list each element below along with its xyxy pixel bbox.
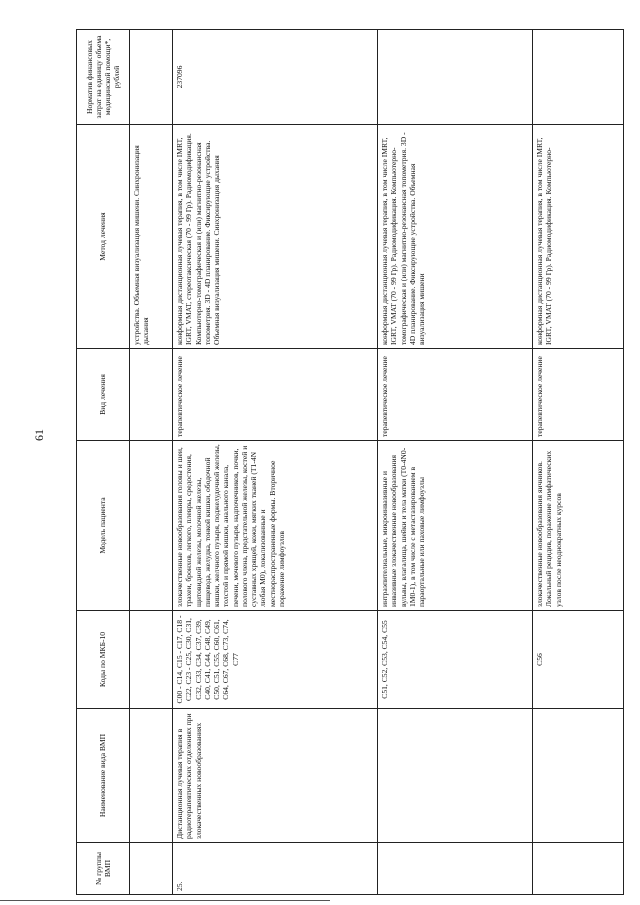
cell-group [130, 843, 173, 895]
table-row [378, 30, 533, 895]
cell-group [378, 843, 533, 895]
cell-method: конформная дистанционная лучевая терапия, в том числе IMRT, IGRT, VMAT, стереотаксическая (70 - 99 Гр). Радиомодификация. Компьютерно-томографическая и (или) магнитно-резонансная топометрия. 3D - 4D планирование. Фиксирующие устройства. Объемная визуализация мишени. Синхронизация дыхания [173, 125, 378, 349]
cell-codes: C56 [533, 611, 624, 709]
header-name: Наименование вида ВМП [77, 709, 130, 843]
cell-codes: C51, C52, C53, C54, C55 [378, 611, 533, 709]
cell-model: злокачественные новообразования головы и шеи, трахеи, бронхов, легкого, плевры, средостения, щитовидной железы, молочной железы, пищевода, желудка, тонкой кишки, ободочной кишки, желчного пузыря, поджелудочной железы, толстой и прямой кишки, анального канала, печени, мочевого пузыря, надпочечников, почки, полового члена, предстательной железы, костей и суставных хрящей, кожи, мягких тканей (T1-4N любая M0), локализованные и местнораспространенные формы. Вторичное поражение лимфоузлов [173, 441, 378, 611]
header-type: Вид лечения [77, 349, 130, 441]
cell-name [130, 709, 173, 843]
table-header-row [77, 30, 130, 895]
cell-norm [378, 30, 533, 125]
cell-name [378, 709, 533, 843]
cell-model: злокачественные новообразования яичников. Локальный рецидив, поражение лимфатических узлов после неоднократных курсов [533, 441, 624, 611]
cell-norm: 237096 [173, 30, 378, 125]
cell-method: конформная дистанционная лучевая терапия, в том числе IMRT, IGRT, VMAT (70 - 99 Гр). Радиомодификация. Компьютерно-томографическая и (или) магнитно-резонансная топометрия. 3D - 4D планирование. Фиксирующие устройства. Объемная визуализация мишени [378, 125, 533, 349]
table-container [76, 30, 631, 895]
cell-type [130, 349, 173, 441]
cell-model [130, 441, 173, 611]
header-method: Метод лечения [77, 125, 130, 349]
page-number: 61 [32, 429, 46, 441]
table-row-continuation [130, 30, 173, 895]
cell-name: Дистанционная лучевая терапия в радиотерапевтических отделениях при злокачественных новообразованиях [173, 709, 378, 843]
table-row [173, 30, 378, 895]
cell-type: терапевтическое лечение [378, 349, 533, 441]
bottom-divider [0, 900, 330, 901]
header-group: № группы ВМП [77, 843, 130, 895]
cell-norm [130, 30, 173, 125]
cell-method: конформная дистанционная лучевая терапия, в том числе IMRT, IGRT, VMAT (70 - 99 Гр). Радиомодификация. Компьютерно- [533, 125, 624, 349]
header-codes: Коды по МКБ-10 [77, 611, 130, 709]
vmp-table [76, 29, 624, 895]
cell-norm [533, 30, 624, 125]
cell-codes: C00 - C14, C15 - C17, C18 - C22, C23 - C25, C30, C31, C32, C33, C34, C37, C39, C40, C41, C44, C48, C49, C50, C51, C55, C60, C61, C64, C67, C68, C73, C74, C77 [173, 611, 378, 709]
cell-name [533, 709, 624, 843]
table-row [533, 30, 624, 895]
cell-method: устройства. Объемная визуализация мишени. Синхронизация дыхания [130, 125, 173, 349]
cell-type: терапевтическое лечение [173, 349, 378, 441]
cell-codes [130, 611, 173, 709]
cell-model: интраэпителиальные, микроинвазивные и инвазивные злокачественные новообразования вульвы, влагалища, шейки и тела матки (T0-4N0-1M0-1), в том числе с метастазированием в параортальные или паховые лимфоузлы [378, 441, 533, 611]
cell-group [533, 843, 624, 895]
header-model: Модель пациента [77, 441, 130, 611]
cell-group: 25. [173, 843, 378, 895]
header-norm: Норматив финансовых затрат на единицу объема медицинской помощи*, рублей [77, 30, 130, 125]
cell-type: терапевтическое лечение [533, 349, 624, 441]
